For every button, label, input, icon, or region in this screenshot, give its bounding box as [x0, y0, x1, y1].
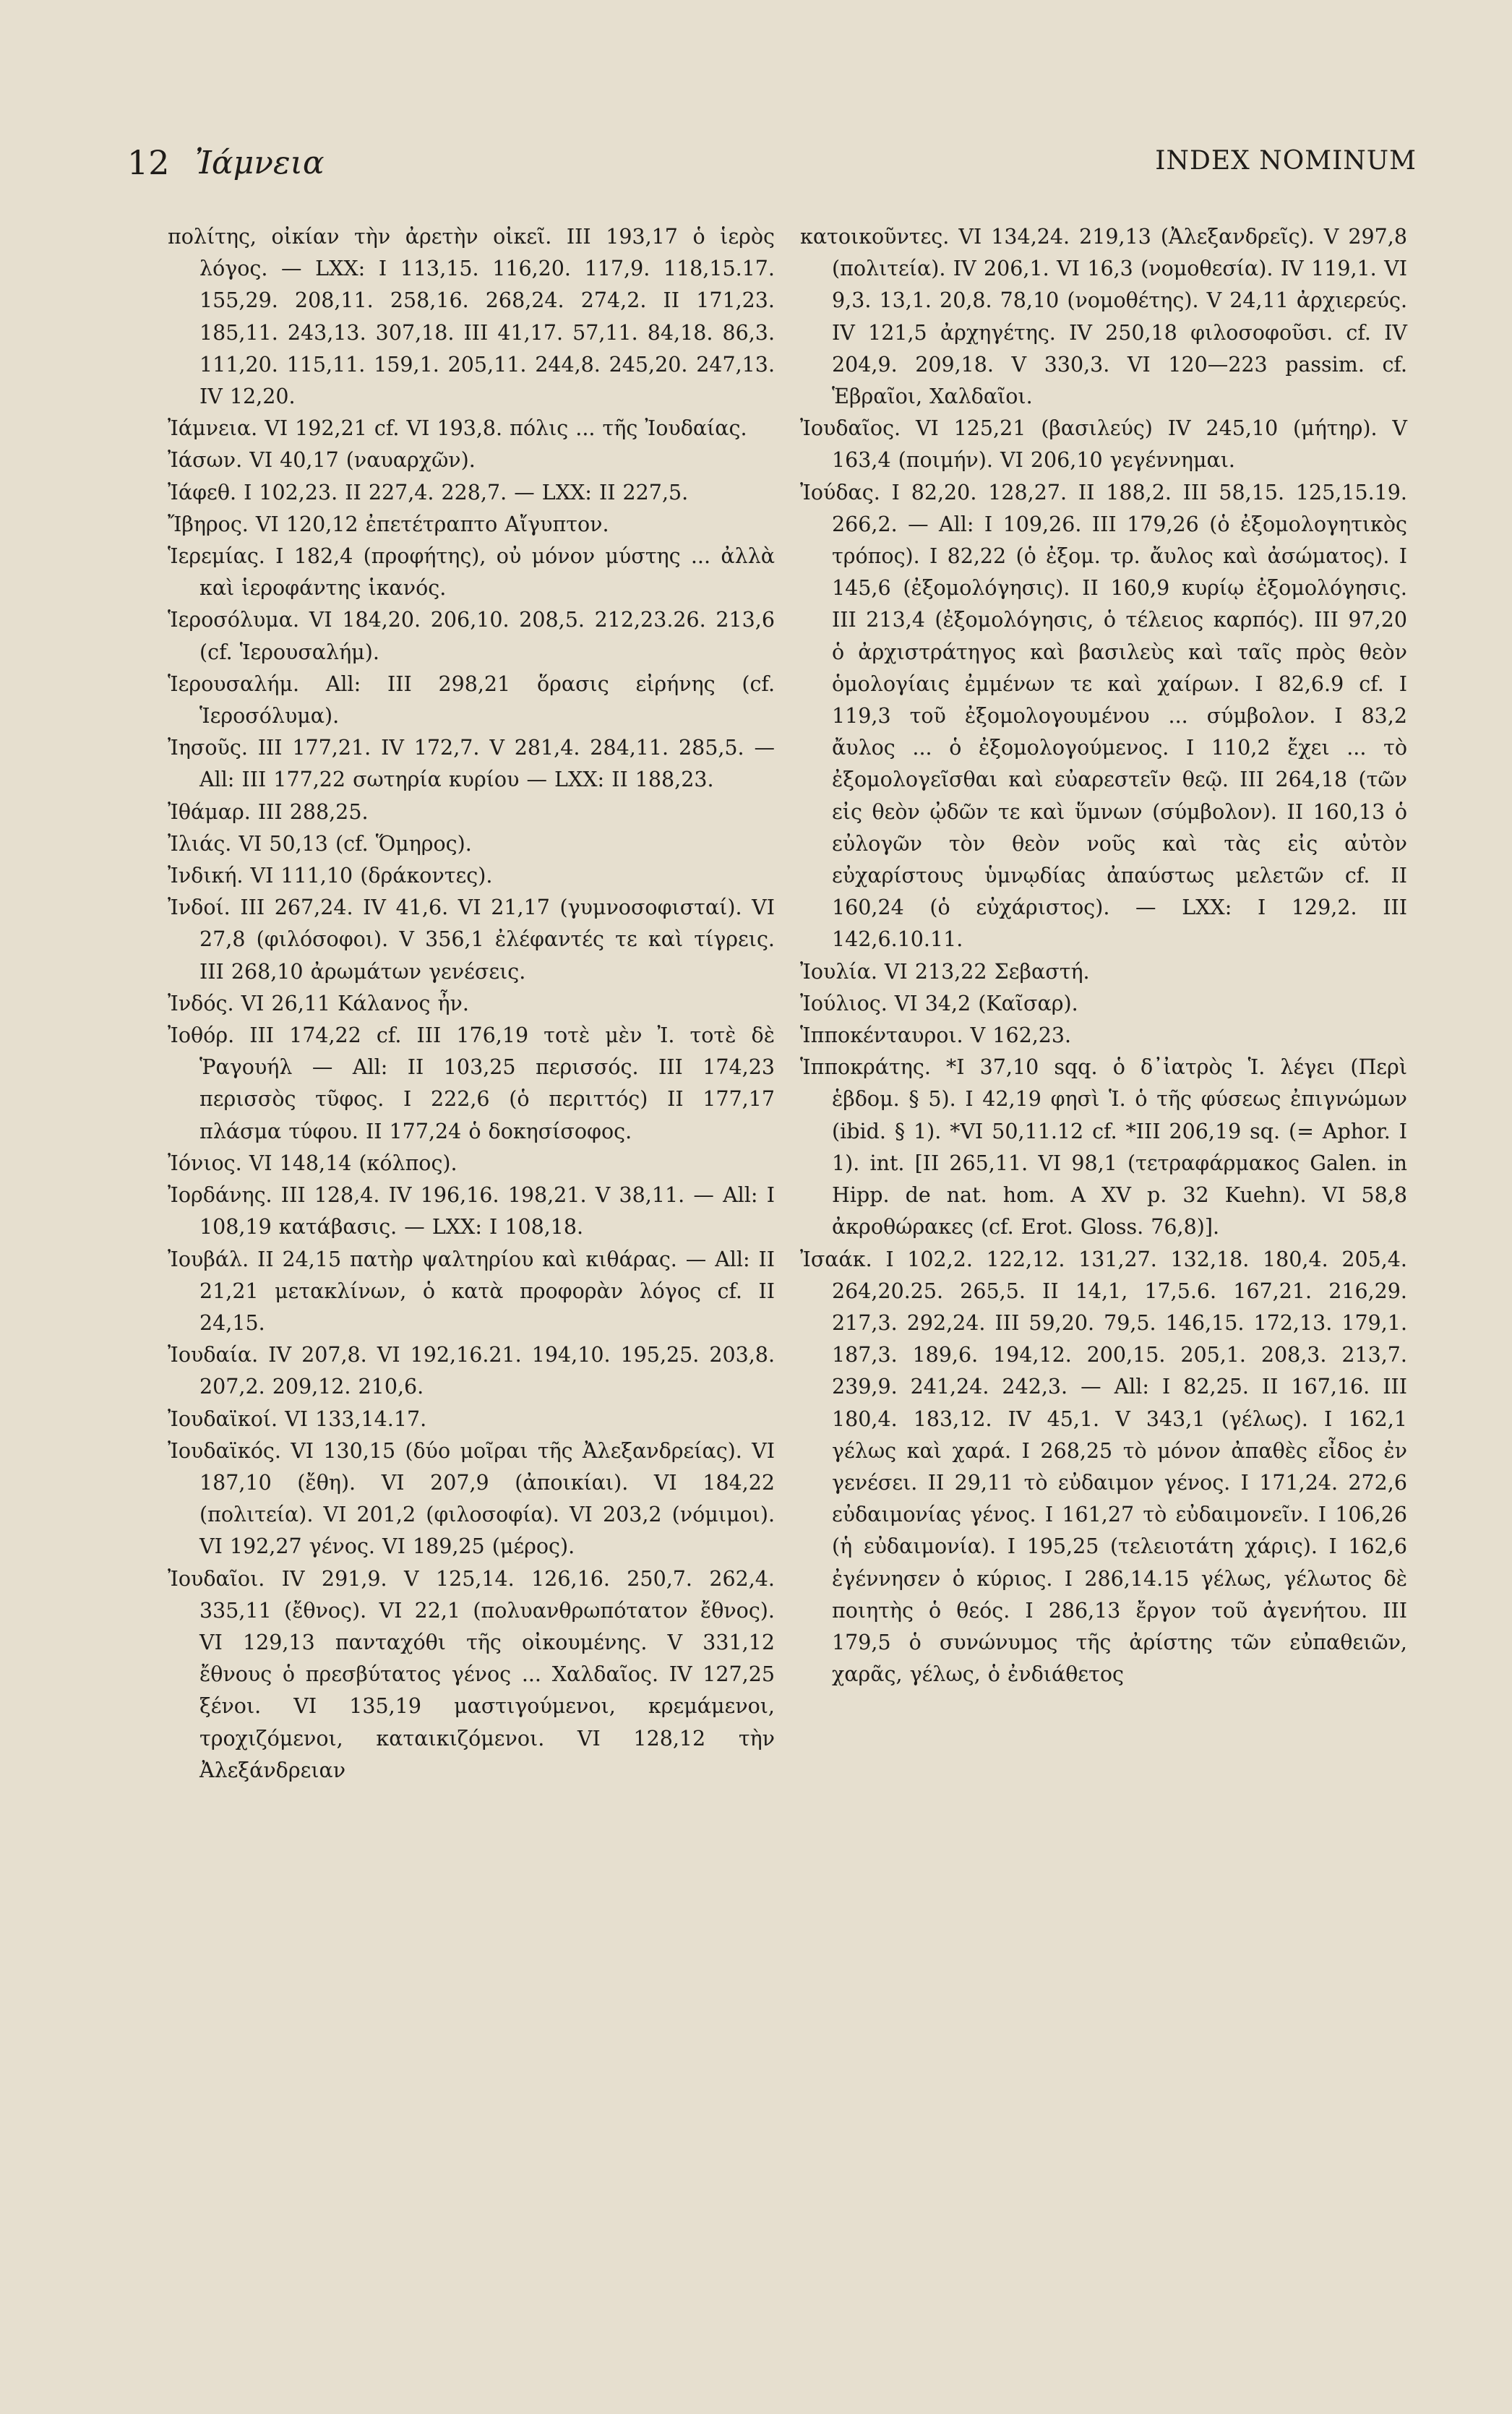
index-entry: Ἰουβάλ. II 24,15 πατὴρ ψαλτηρίου καὶ κιθάρας. — All: II 21,21 μετακλίνων, ὁ κατὰ προφορὰν λόγος cf. II 24,15.: [168, 1247, 775, 1335]
index-entry: Ἰοθόρ. III 174,22 cf. III 176,19 τοτὲ μὲν Ἰ. τοτὲ δὲ Ῥαγουήλ — All: II 103,25 περισσός. III 174,23 περισσὸς τῦφος. I 222,6 (ὁ περιττός) II 177,17 πλάσμα τύφου. II 177,24 ὁ δοκησίσοφος.: [168, 1023, 775, 1143]
index-entry: Ἱεροσόλυμα. VI 184,20. 206,10. 208,5. 212,23.26. 213,6 (cf. Ἱερουσαλήμ).: [168, 608, 775, 664]
page-header: [127, 143, 1417, 194]
index-entry: Ἰουδαία. IV 207,8. VI 192,16.21. 194,10. 195,25. 203,8. 207,2. 209,12. 210,6.: [168, 1343, 775, 1399]
index-entry: Ἰνδοί. III 267,24. IV 41,6. VI 21,17 (γυμνοσοφισταί). VI 27,8 (φιλόσοφοι). V 356,1 ἐλέφαντές τε καὶ τίγρεις. III 268,10 ἀρωμάτων γενέσεις.: [168, 895, 775, 984]
index-entry: Ἰουδαῖοι. IV 291,9. V 125,14. 126,16. 250,7. 262,4. 335,11 (ἔθνος). VI 22,1 (πολυανθρωπότατον ἔθνος). VI 129,13 πανταχόθι τῆς οἰκουμένης. V 331,12 ἔθνους ὁ πρεσβύτατος γένος ... Χαλδαῖος. IV 127,25 ξένοι. VI 135,19 μαστιγούμενοι, κρεμάμενοι, τροχιζόμενοι, καταικιζόμενοι. VI 128,12 τὴν Ἀλεξάνδρειαν: [168, 1566, 775, 1782]
index-entry: πολίτης, οἰκίαν τὴν ἀρετὴν οἰκεῖ. III 193,17 ὁ ἱερὸς λόγος. — LXX: I 113,15. 116,20. 117,9. 118,15.17. 155,29. 208,11. 258,16. 268,24. 274,2. II 171,23. 185,11. 243,13. 307,18. III 41,17. 57,11. 84,18. 86,3. 111,20. 115,11. 159,1. 205,11. 244,8. 245,20. 247,13. IV 12,20.: [168, 225, 775, 409]
index-entry: Ἰουλία. VI 213,22 Σεβαστή.: [800, 959, 1090, 984]
index-entry: Ἰνδός. VI 26,11 Κάλανος ἦν.: [168, 991, 469, 1015]
page-number: 12: [127, 143, 170, 182]
index-entry: Ἰόνιος. VI 148,14 (κόλπος).: [168, 1151, 458, 1175]
index-entry: Ἰουδαῖος. VI 125,21 (βασιλεύς) IV 245,10 (μήτηρ). V 163,4 (ποιμήν). VI 206,10 γεγέννημαι.: [800, 416, 1407, 473]
index-entry: Ἰλιάς. VI 50,13 (cf. Ὅμηρος).: [168, 831, 472, 856]
running-head: Ἰάμνεια: [195, 145, 325, 181]
index-entry: Ἰουδαϊκοί. VI 133,14.17.: [168, 1406, 427, 1431]
index-entry: Ἰησοῦς. III 177,21. IV 172,7. V 281,4. 284,11. 285,5. — All: III 177,22 σωτηρία κυρίου — LXX: II 188,23.: [168, 736, 775, 792]
section-title: INDEX NOMINUM: [1155, 146, 1417, 176]
index-entry: Ἰούδας. I 82,20. 128,27. II 188,2. III 58,15. 125,15.19. 266,2. — All: I 109,26. III 179,26 (ὁ ἐξομολογητικὸς τρόπος). I 82,22 (ὁ ἐξομ. τρ. ἄυλος καὶ ἀσώματος). I 145,6 (ἐξομολόγησις). II 160,9 κυρίῳ ἐξομολόγησις. III 213,4 (ἐξομολόγησις, ὁ τέλειος καρπός). III 97,20 ὁ ἀρχιστράτηγος καὶ βασιλεὺς καὶ ταῖς πρὸς θεὸν ὁμολογίαις ἐμμένων τε καὶ χαίρων. I 82,6.9 cf. I 119,3 τοῦ ἐξομολογουμένου ... σύμβολον. I 83,2 ἄυλος ... ὁ ἐξομολογούμενος. I 110,2 ἔχει ... τὸ ἐξομολογεῖσθαι καὶ εὐαρεστεῖν θεῷ. III 264,18 (τῶν εἰς θεὸν ᾠδῶν τε καὶ ὕμνων (σύμβολον). II 160,13 ὁ εὐλογῶν τὸν θεὸν νοῦς καὶ τὰς εἰς αὐτὸν εὐχαρίστους ὑμνῳδίας ἀπαύστως μελετῶν cf. II 160,24 (ὁ εὐχάριστος). — LXX: I 129,2. III 142,6.10.11.: [800, 480, 1407, 952]
index-entry: Ἱπποκράτης. *I 37,10 sqq. ὁ δ᾽ἰατρὸς Ἱ. λέγει (Περὶ ἑβδομ. § 5). I 42,19 φησὶ Ἱ. ὁ τῆς φύσεως ἐπιγνώμων (ibid. § 1). *VI 50,11.12 cf. *III 206,19 sq. (= Aphor. I 1). int. [II 265,11. VI 98,1 (τετραφάρμακος Galen. in Hipp. de nat. hom. A XV p. 32 Kuehn). VI 58,8 ἀκροθώρακες (cf. Erot. Gloss. 76,8)].: [800, 1055, 1407, 1240]
index-entry: Ἴβηρος. VI 120,12 ἐπετέτραπτο Αἴγυπτον.: [168, 512, 609, 536]
index-entry: κατοικοῦντες. VI 134,24. 219,13 (Ἀλεξανδρεῖς). V 297,8 (πολιτεία). IV 206,1. VI 16,3 (νομοθεσία). IV 119,1. VI 9,3. 13,1. 20,8. 78,10 (νομοθέτης). V 24,11 ἀρχιερεύς. IV 121,5 ἀρχηγέτης. IV 250,18 φιλοσοφοῦσι. cf. IV 204,9. 209,18. V 330,3. VI 120—223 passim. cf. Ἑβραῖοι, Χαλδαῖοι.: [800, 225, 1407, 409]
index-entry: Ἰνδική. VI 111,10 (δράκοντες).: [168, 864, 493, 888]
index-entry: Ἰουδαϊκός. VI 130,15 (δύο μοῖραι τῆς Ἀλεξανδρείας). VI 187,10 (ἔθη). VI 207,9 (ἀποικίαι). VI 184,22 (πολιτεία). VI 201,2 (φιλοσοφία). VI 203,2 (νόμιμοι). VI 192,27 γένος. VI 189,25 (μέρος).: [168, 1438, 775, 1559]
index-entry: Ἰάμνεια. VI 192,21 cf. VI 193,8. πόλις ... τῆς Ἰουδαίας.: [168, 416, 747, 441]
index-entry: Ἰάσων. VI 40,17 (ναυαρχῶν).: [168, 448, 476, 473]
left-column: [168, 221, 775, 1787]
index-entry: Ἱπποκένταυροι. V 162,23.: [800, 1023, 1072, 1048]
index-entry: Ἰσαάκ. I 102,2. 122,12. 131,27. 132,18. 180,4. 205,4. 264,20.25. 265,5. II 14,1, 17,5.6. 167,21. 216,29. 217,3. 292,24. III 59,20. 79,5. 146,15. 172,13. 179,1. 187,3. 189,6. 194,12. 200,15. 205,1. 208,3. 213,7. 239,9. 241,24. 242,3. — All: I 82,25. II 167,16. III 180,4. 183,12. IV 45,1. V 343,1 (γέλως). I 162,1 γέλως καὶ χαρά. I 268,25 τὸ μόνον ἀπαθὲς εἶδος ἐν γενέσει. II 29,11 τὸ εὐδαιμον γένος. I 171,24. 272,6 εὐδαιμονίας γένος. I 161,27 τὸ εὐδαιμονεῖν. I 106,26 (ἡ εὐδαιμονία). I 195,25 (τελειοτάτη χάρις). I 162,6 ἐγέννησεν ὁ κύριος. I 286,14.15 γέλως, γέλωτος δὲ ποιητὴς ὁ θεός. I 286,13 ἔργον τοῦ ἀγενήτου. III 179,5 ὁ συνώνυμος τῆς ἀρίστης τῶν εὐπαθειῶν, χαρᾶς, γέλως, ὁ ἐνδιάθετος: [800, 1247, 1407, 1687]
index-entry: Ἰάφεθ. I 102,23. II 227,4. 228,7. — LXX: II 227,5.: [168, 480, 689, 504]
right-column: [800, 221, 1407, 1691]
index-entry: Ἰθάμαρ. III 288,25.: [168, 799, 369, 824]
index-entry: Ἱερουσαλήμ. All: III 298,21 ὅρασις εἰρήνης (cf. Ἱεροσόλυμα).: [168, 671, 775, 729]
index-entry: Ἰούλιος. VI 34,2 (Καῖσαρ).: [800, 991, 1078, 1015]
index-entry: Ἰορδάνης. III 128,4. IV 196,16. 198,21. V 38,11. — All: I 108,19 κατάβασις. — LXX: I 108,18.: [168, 1183, 775, 1240]
index-entry: Ἱερεμίας. I 182,4 (προφήτης), οὐ μόνον μύστης ... ἀλλὰ καὶ ἱεροφάντης ἱκανός.: [168, 544, 775, 601]
